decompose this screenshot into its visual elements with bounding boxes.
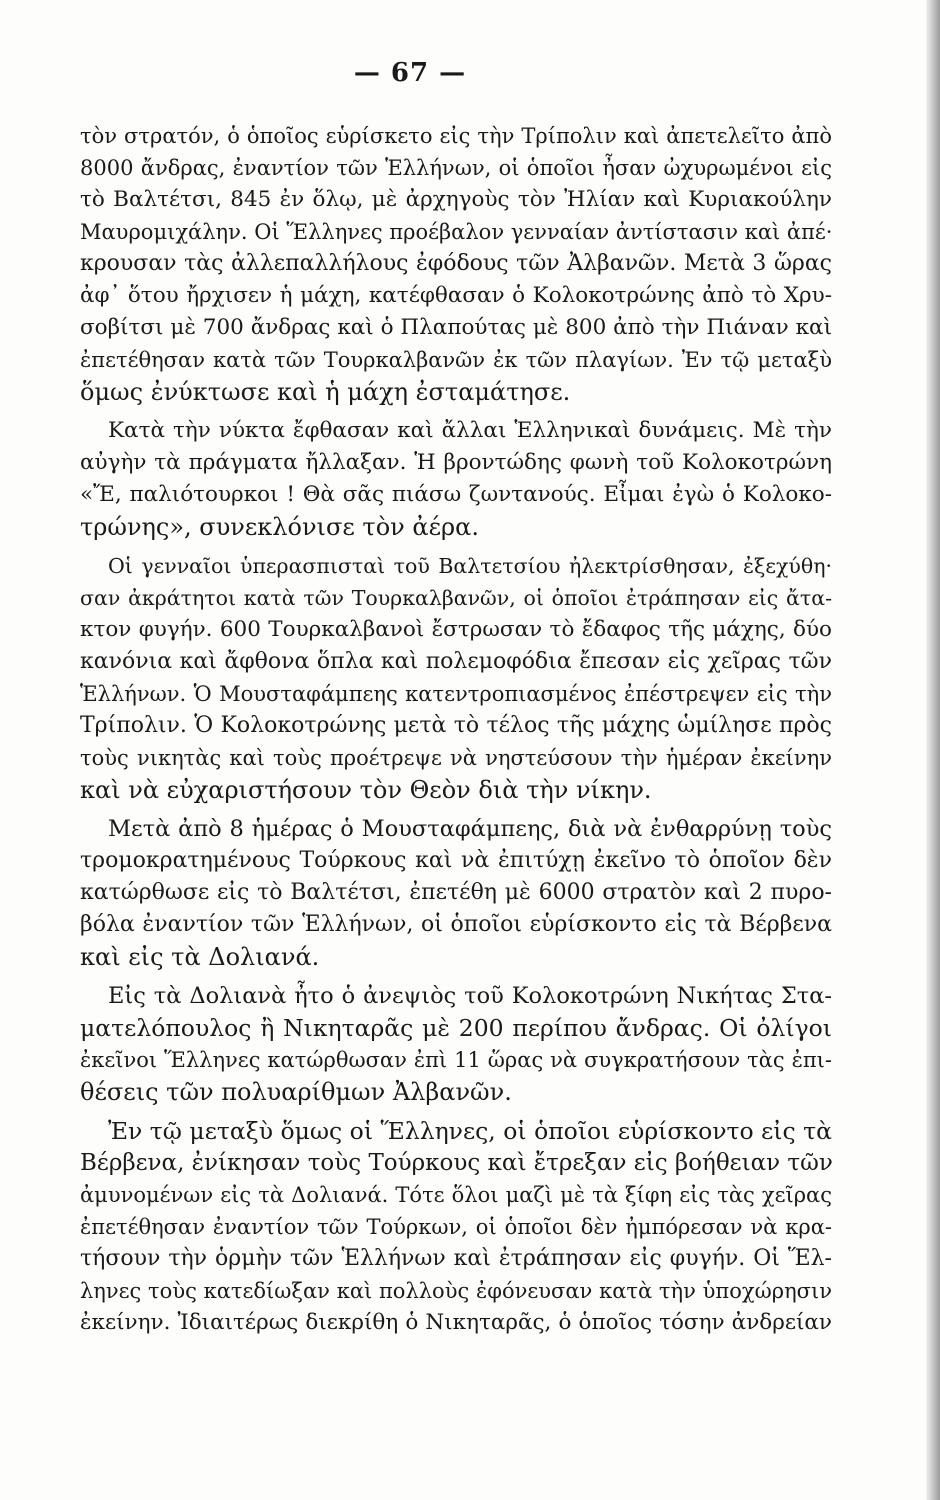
text-line: κανόνια καὶ ἄφθονα ὅπλα καὶ πολεμοφόδια ἔπεσαν εἰς χεῖρας τῶν [80, 649, 832, 674]
paragraph-gap [80, 806, 832, 813]
text-line: καὶ νὰ εὐχαριστήσουν τὸν Θεὸν διὰ τὴν νίκην. [80, 776, 652, 804]
paragraph-gap [80, 543, 832, 550]
text-line: Εἰς τὰ Δολιανὰ ἦτο ὁ ἀνεψιὸς τοῦ Κολοκοτρώνη Νικήτας Στα- [108, 983, 832, 1009]
text-line: Τρίπολιν. Ὁ Κολοκοτρώνης μετὰ τὸ τέλος τῆς μάχης ὡμίλησε πρὸς [80, 713, 832, 738]
text-line: αὐγὴν τὰ πράγματα ἤλλαξαν. Ἡ βροντώδης φωνὴ τοῦ Κολοκοτρώνη [80, 450, 832, 475]
paragraph-gap [80, 973, 832, 980]
text-line: κατώρθωσε εἰς τὸ Βαλτέτσι, ἐπετέθη μὲ 6000 στρατὸν καὶ 2 πυρο- [80, 880, 832, 905]
page-number: — 67 — [353, 58, 467, 88]
paragraph-3 [80, 550, 832, 806]
text-line: Ἑλλήνων. Ὁ Μουσταφάμπεης κατεντροπιασμένος ἐπέστρεψεν εἰς τὴν [80, 682, 832, 706]
text-line: «Ἔ, παλιότουρκοι ! Θὰ σᾶς πιάσω ζωντανούς. Εἶμαι ἐγὼ ὁ Κολοκο- [80, 482, 832, 507]
text-line: θέσεις τῶν πολυαρίθμων Ἀλβανῶν. [80, 1078, 512, 1106]
text-line: ἀφ᾿ ὅτου ἤρχισεν ἡ μάχη, κατέφθασαν ὁ Κολοκοτρώνης ἀπὸ τὸ Χρυ- [80, 283, 832, 308]
text-line: ληνες τοὺς κατεδίωξαν καὶ πολλοὺς ἐφόνευσαν κατὰ τὴν ὑποχώρησιν [80, 1279, 832, 1303]
text-line: Μετὰ ἀπὸ 8 ἡμέρας ὁ Μουσταφάμπεης, διὰ νὰ ἐνθαρρύνῃ τοὺς [108, 816, 832, 842]
text-line: τὸν στρατόν, ὁ ὁποῖος εὑρίσκετο εἰς τὴν Τρίπολιν καὶ ἀπετελεῖτο ἀπὸ [80, 124, 832, 148]
paragraph-4 [80, 813, 832, 973]
text-line: βόλα ἐναντίον τῶν Ἑλλήνων, οἱ ὁποῖοι εὑρίσκοντο εἰς τὰ Βέρβενα [80, 912, 832, 937]
text-line: σαν ἀκράτητοι κατὰ τῶν Τουρκαλβανῶν, οἱ ὁποῖοι ἐτράπησαν εἰς ἄτα- [80, 586, 832, 610]
text-line: Κατὰ τὴν νύκτα ἔφθασαν καὶ ἄλλαι Ἑλληνικαὶ δυνάμεις. Μὲ τὴν [108, 418, 832, 443]
paragraph-6 [80, 1115, 832, 1339]
text-line: τοὺς νικητὰς καὶ τοὺς προέτρεψε νὰ νηστεύσουν τὴν ἡμέραν ἐκείνην [80, 746, 832, 770]
text-line: Μαυρομιχάλην. Οἱ Ἕλληνες προέβαλον γενναίαν ἀντίστασιν καὶ ἀπέ· [80, 220, 833, 244]
page-edge-shadow [926, 0, 940, 1500]
text-line: τρώνης», συνεκλόνισε τὸν ἀέρα. [80, 513, 479, 541]
body-text [80, 120, 832, 1339]
text-line: Βέρβενα, ἐνίκησαν τοὺς Τούρκους καὶ ἔτρεξαν εἰς βοήθειαν τῶν [80, 1150, 833, 1176]
text-line: ἐκεῖνοι Ἕλληνες κατώρθωσαν ἐπὶ 11 ὥρας νὰ συγκρατήσουν τὰς ἐπι- [80, 1048, 832, 1072]
paragraph-2 [80, 415, 832, 543]
text-line: ἀμυνομένων εἰς τὰ Δολιανά. Τότε ὅλοι μαζὶ μὲ τὰ ξίφη εἰς τὰς χεῖρας [80, 1183, 832, 1207]
text-line: ἐπετέθησαν ἐναντίον τῶν Τούρκων, οἱ ὁποῖοι δὲν ἠμπόρεσαν νὰ κρα- [80, 1215, 832, 1239]
text-line: τὸ Βαλτέτσι, 845 ἐν ὅλῳ, μὲ ἀρχηγοὺς τὸν Ἠλίαν καὶ Κυριακούλην [80, 187, 832, 212]
text-line: καὶ εἰς τὰ Δολιανά. [80, 943, 320, 971]
paragraph-gap [80, 1108, 832, 1115]
text-line: ἐπετέθησαν κατὰ τῶν Τουρκαλβανῶν ἐκ τῶν πλαγίων. Ἐν τῷ μεταξὺ [80, 348, 832, 372]
text-line: σοβίτσι μὲ 700 ἄνδρας καὶ ὁ Πλαπούτας μὲ 800 ἀπὸ τὴν Πιάναν καὶ [80, 315, 832, 340]
text-line: κρουσαν τὰς ἀλλεπαλλήλους ἐφόδους τῶν Ἀλβανῶν. Μετὰ 3 ὥρας [80, 251, 832, 276]
text-line: τρομοκρατημένους Τούρκους καὶ νὰ ἐπιτύχῃ ἐκεῖνο τὸ ὁποῖον δὲν [80, 848, 832, 873]
text-line: τήσουν τὴν ὁρμὴν τῶν Ἑλλήνων καὶ ἐτράπησαν εἰς φυγήν. Οἱ Ἕλ- [80, 1246, 832, 1271]
text-line: ἐκείνην. Ἰδιαιτέρως διεκρίθη ὁ Νικηταρᾶς, ὁ ὁποῖος τόσην ἀνδρείαν [80, 1310, 832, 1335]
paragraph-1 [80, 120, 832, 408]
text-line: ὅμως ἐνύκτωσε καὶ ἡ μάχη ἐσταμάτησε. [80, 378, 571, 406]
text-line: κτον φυγήν. 600 Τουρκαλβανοὶ ἔστρωσαν τὸ ἔδαφος τῆς μάχης, δύο [80, 617, 832, 642]
paragraph-5 [80, 980, 832, 1108]
text-line: 8000 ἄνδρας, ἐναντίον τῶν Ἑλλήνων, οἱ ὁποῖοι ἦσαν ὠχυρωμένοι εἰς [80, 156, 832, 180]
text-line: Ἐν τῷ μεταξὺ ὅμως οἱ Ἕλληνες, οἱ ὁποῖοι εὑρίσκοντο εἰς τὰ [108, 1117, 833, 1145]
text-line: Οἱ γενναῖοι ὑπερασπισταὶ τοῦ Βαλτετσίου ἠλεκτρίσθησαν, ἐξεχύθη· [108, 554, 832, 578]
text-line: ματελόπουλος ἢ Νικηταρᾶς μὲ 200 περίπου ἄνδρας. Οἱ ὀλίγοι [80, 1014, 832, 1042]
paragraph-gap [80, 408, 832, 415]
